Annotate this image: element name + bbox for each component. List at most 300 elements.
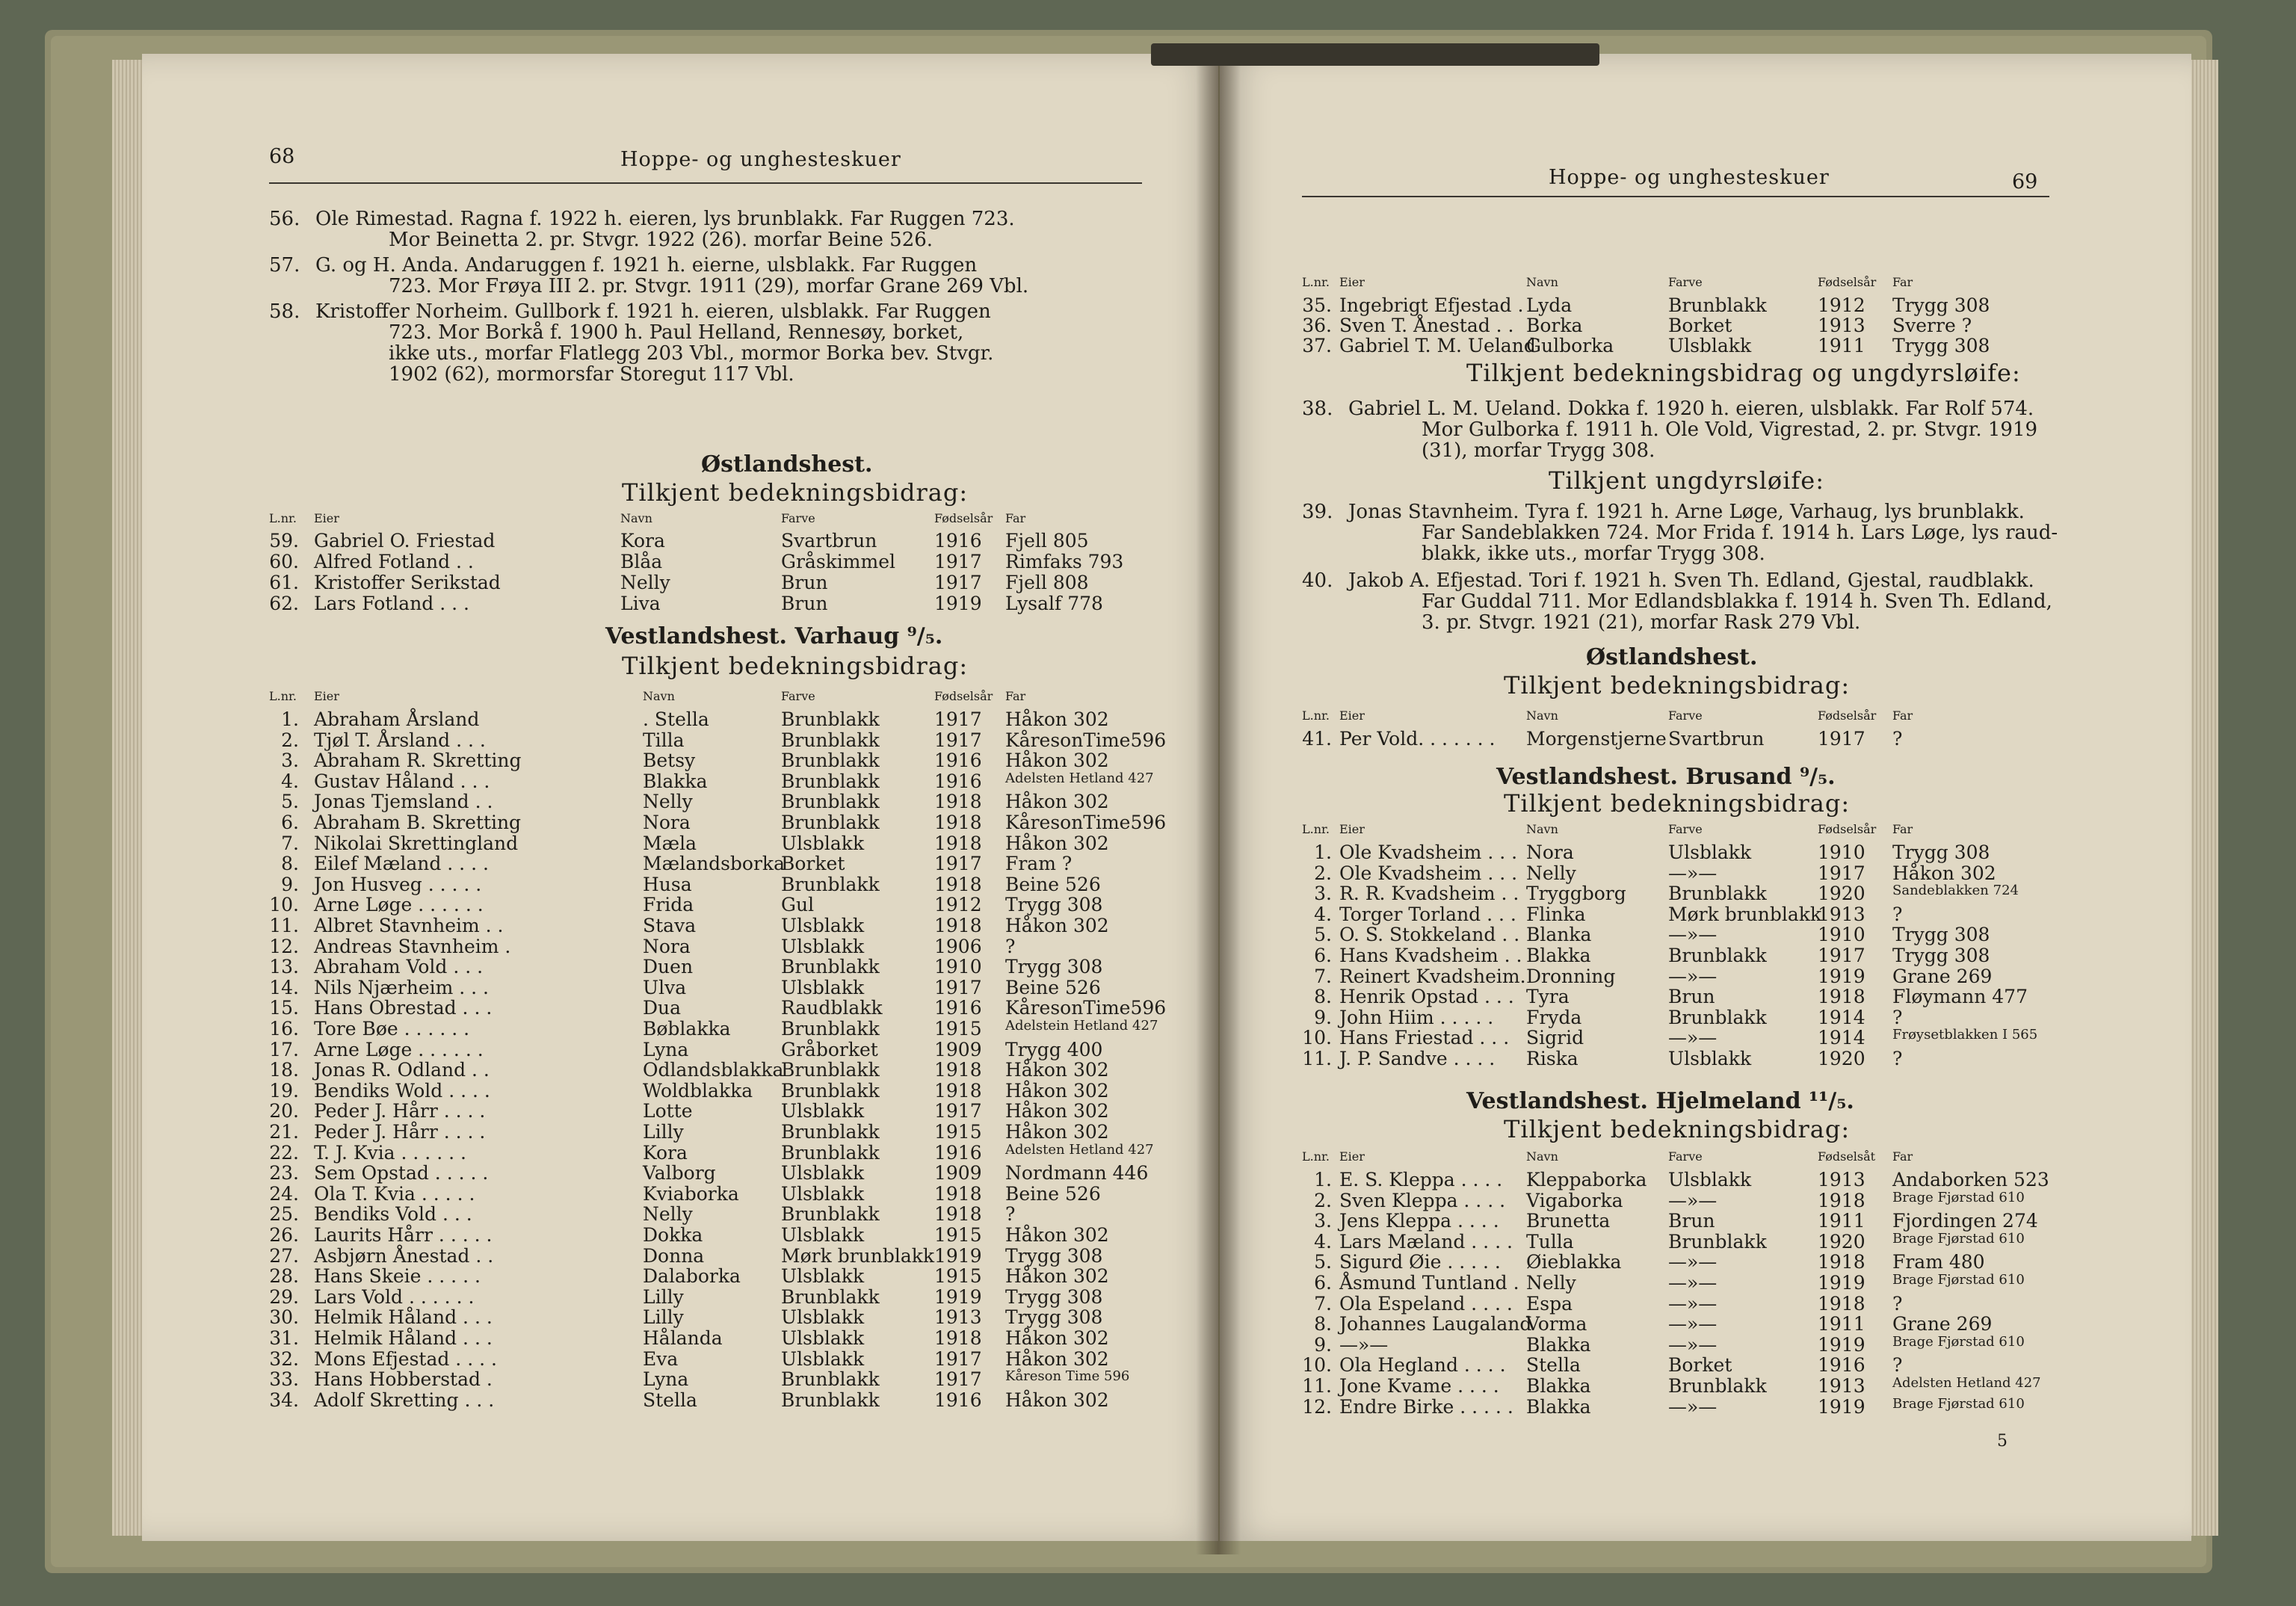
table-row [142,750,1218,770]
cell-far: Grane 269 [1892,965,1993,987]
table-row [1220,335,2191,356]
cell-aar: 1917 [1818,945,1866,966]
table-row [142,1162,1218,1183]
table-row [1220,1251,2191,1272]
cell-aar: 1916 [934,1389,982,1411]
cell-eier: Jone Kvame . . . . [1339,1375,1499,1397]
cell-eier: Endre Birke . . . . . [1339,1395,1513,1418]
cell-farve: Svartbrun [1668,728,1765,750]
entry-line: G. og H. Anda. Andaruggen f. 1921 h. eierne, ulsblakk. Far Ruggen [315,254,978,277]
cell-far: Brage Fjørstad 610 [1892,1189,2025,1205]
cell-eier: R. R. Kvadsheim . . [1339,883,1519,905]
cell-aar: 1916 [1818,1354,1866,1377]
cell-far: Brage Fjørstad 610 [1892,1333,2025,1350]
entry-line: 3. pr. Stvgr. 1921 (21), morfar Rask 279 Vbl. [1422,611,1861,634]
cell-aar: 1918 [934,1203,982,1226]
cell-n: 32. [269,1347,299,1370]
cell-far: Andaborken 523 [1892,1169,2049,1190]
table-row [142,770,1218,791]
page-edges-right [2190,60,2218,1536]
cell-aar: 1913 [1818,1169,1866,1190]
cell-aar: 1917 [934,976,982,998]
table-row [142,812,1218,833]
cell-aar: 1918 [1818,986,1866,1008]
cell-navn: Blakka [1526,1375,1591,1397]
entry-number: 40. [1302,569,1333,592]
cell-far: Håkon 302 [1005,708,1109,730]
entry-line: ikke uts., morfar Flatlegg 203 Vbl., mormor Borka bev. Stvgr. [389,342,994,365]
right-header-rule [1302,196,2049,197]
table-row [142,1368,1218,1389]
cell-navn: Stella [1526,1354,1581,1377]
cell-aar: 1917 [1818,728,1866,750]
cell-n: 10. [1302,1027,1332,1049]
cell-far: Brage Fjørstad 610 [1892,1230,2025,1247]
entry-line: 723. Mor Borkå f. 1900 h. Paul Helland, Rennesøy, borket, [389,321,964,344]
cell-aar: 1917 [934,853,982,875]
cell-farve: Brunblakk [781,791,880,813]
cell-n: 14. [269,976,299,998]
table-row [142,853,1218,874]
col-header-fodsel: Fødselsår [1818,275,1877,289]
cell-far: Grane 269 [1892,1313,1993,1335]
cell-eier: Jonas R. Odland . . [314,1059,490,1081]
cell-far: ? [1892,903,1903,925]
right-sec2-title: Vestlandshest. Brusand ⁹/₅. [1496,764,1836,790]
cell-far: Håkon 302 [1005,1079,1109,1102]
cell-far: Trygg 308 [1892,294,1990,316]
table-row [142,1224,1218,1245]
cell-eier: Sigurd Øie . . . . . [1339,1251,1501,1273]
cell-farve: —»— [1668,862,1718,884]
col-header-farve: Farve [781,511,815,525]
cell-aar: 1918 [1818,1292,1866,1315]
col-header-fodsel: Fødselsår [1818,708,1877,723]
cell-navn: Odlandsblakka [643,1059,784,1081]
col-header-eier: Eier [314,511,339,525]
cell-navn: Kleppaborka [1526,1169,1647,1190]
page-edges-left [112,60,144,1536]
cell-navn: Blakka [1526,1333,1591,1356]
cell-eier: Nikolai Skrettingland [314,832,519,854]
cell-aar: 1917 [934,572,982,593]
cell-far: Trygg 400 [1005,1038,1103,1060]
cell-aar: 1911 [1818,335,1866,356]
cell-navn: Vorma [1526,1313,1587,1335]
cell-n: 1. [281,708,299,730]
binding-tape [1151,43,1599,66]
table-row [142,1327,1218,1348]
cell-navn: Lyda [1526,294,1573,316]
cell-n: 36. [1302,315,1332,336]
table-row [1220,945,2191,966]
cell-navn: Lilly [643,1285,684,1308]
cell-n: 1. [1314,841,1332,863]
right-sec2-subtitle: Tilkjent bedekningsbidrag: [1504,789,1851,818]
cell-farve: Ulsblakk [781,1182,865,1205]
cell-far: Trygg 308 [1892,841,1990,863]
cell-eier: Arne Løge . . . . . . [314,1038,484,1060]
cell-n: 21. [269,1121,299,1143]
cell-far: Fram ? [1005,853,1073,875]
entry-line: Mor Beinetta 2. pr. Stvgr. 1922 (26). morfar Beine 526. [389,229,933,251]
cell-far: ? [1892,1006,1903,1028]
col-header-farve: Farve [781,689,815,703]
cell-eier: Laurits Hårr . . . . . [314,1224,493,1246]
table-row [142,874,1218,895]
table-row [1220,1272,2191,1293]
cell-far: Trygg 308 [1892,945,1990,966]
cell-eier: Abraham Vold . . . [314,956,484,978]
cell-aar: 1910 [934,956,982,978]
cell-eier: Lars Fotland . . . [314,593,469,614]
cell-far: Håkon 302 [1005,1389,1109,1411]
cell-navn: Lyna [643,1038,689,1060]
cell-farve: Brunblakk [1668,883,1767,905]
table-row [1220,841,2191,862]
cell-farve: —»— [1668,1292,1718,1315]
cell-aar: 1911 [1818,1313,1866,1335]
cell-far: Brage Fjørstad 610 [1892,1272,2025,1288]
cell-far: Trygg 308 [1005,956,1103,978]
table-row [1220,986,2191,1007]
cell-farve: Brunblakk [781,1079,880,1102]
cell-navn: Duen [643,956,694,978]
cell-far: KåresonTime596 [1005,729,1167,751]
cell-navn: Fryda [1526,1006,1582,1028]
cell-eier: Adolf Skretting . . . [314,1389,495,1411]
col-header-eier: Eier [1339,1149,1365,1164]
table-row [142,1348,1218,1369]
table-row [1220,883,2191,904]
cell-far: KåresonTime596 [1005,997,1167,1019]
cell-farve: Ulsblakk [781,935,865,957]
cell-far: KåresonTime596 [1005,812,1167,833]
cell-farve: Brunblakk [781,729,880,751]
cell-aar: 1919 [934,593,982,614]
col-header-eier: Eier [1339,822,1365,836]
cell-n: 6. [281,812,299,833]
table-row [142,1203,1218,1224]
cell-navn: Riska [1526,1048,1578,1069]
cell-far: Rimfaks 793 [1005,551,1124,572]
cell-far: ? [1005,935,1016,957]
cell-n: 31. [269,1327,299,1349]
cell-farve: Ulsblakk [1668,1169,1752,1190]
cell-farve: Ulsblakk [781,1265,865,1288]
col-header-fodsel: Fødselsår [934,689,993,703]
cell-n: 9. [281,873,299,895]
col-header-eier: Eier [1339,275,1365,289]
cell-aar: 1917 [934,729,982,751]
left-sec1-title: Østlandshest. [701,451,873,478]
cell-n: 2. [1314,1189,1332,1211]
cell-farve: Mørk brunblakk [1668,903,1822,925]
table-row [142,1265,1218,1286]
cell-n: 61. [269,572,299,593]
cell-aar: 1919 [934,1244,982,1267]
right-sec3-title: Vestlandshest. Hjelmeland ¹¹/₅. [1466,1088,1854,1114]
book-gutter [1196,45,1241,1554]
cell-n: 3. [281,750,299,772]
cell-farve: —»— [1668,1272,1718,1294]
cell-farve: Brun [781,593,828,614]
table-row [142,1059,1218,1080]
left-sec2-subtitle: Tilkjent bedekningsbidrag: [622,652,969,680]
cell-farve: Borket [781,853,845,875]
cell-navn: Bøblakka [643,1018,731,1040]
right-sub-a: Tilkjent bedekningsbidrag og ungdyrsløife: [1466,359,2021,387]
cell-eier: Ole Kvadsheim . . . [1339,841,1518,863]
cell-aar: 1918 [934,791,982,813]
cell-farve: Gråskimmel [781,551,896,572]
cell-navn: Dua [643,997,682,1019]
col-header-lnr: L.nr. [1302,275,1330,289]
cell-n: 62. [269,593,299,614]
cell-farve: —»— [1668,1395,1718,1418]
table-row [142,1389,1218,1410]
cell-farve: Brun [1668,1210,1715,1232]
cell-n: 4. [1314,1230,1332,1253]
col-header-eier: Eier [1339,708,1365,723]
cell-farve: —»— [1668,1027,1718,1049]
cell-navn: Valborg [643,1162,716,1185]
cell-n: 18. [269,1059,299,1081]
cell-farve: —»— [1668,1251,1718,1273]
cell-eier: Hans Friestad . . . [1339,1027,1510,1049]
cell-eier: Sven T. Ånestad . . [1339,315,1514,336]
cell-eier: Abraham B. Skretting [314,812,522,833]
cell-aar: 1916 [934,997,982,1019]
cell-navn: Espa [1526,1292,1573,1315]
col-header-far: Far [1005,689,1026,703]
cell-aar: 1913 [934,1306,982,1329]
cell-navn: Stella [643,1389,697,1411]
col-header-lnr: L.nr. [1302,708,1330,723]
cell-farve: —»— [1668,1313,1718,1335]
cell-eier: Andreas Stavnheim . [314,935,511,957]
cell-n: 2. [281,729,299,751]
cell-n: 59. [269,530,299,552]
cell-far: Sverre ? [1892,315,1972,336]
cell-aar: 1915 [934,1121,982,1143]
table-row [142,977,1218,998]
cell-aar: 1919 [934,1285,982,1308]
table-row [142,936,1218,957]
cell-navn: Kora [620,530,665,552]
cell-navn: Lilly [643,1306,684,1329]
table-row [142,894,1218,915]
cell-eier: Reinert Kvadsheim. [1339,965,1526,987]
cell-aar: 1920 [1818,1230,1866,1253]
cell-far: Fjell 808 [1005,572,1089,593]
cell-aar: 1912 [934,894,982,916]
left-header-rule [269,182,1142,184]
col-header-lnr: L.nr. [269,689,297,703]
cell-eier: John Hiim . . . . . [1339,1006,1494,1028]
cell-farve: Svartbrun [781,530,877,552]
cell-far: Lysalf 778 [1005,593,1103,614]
cell-aar: 1917 [934,1368,982,1391]
cell-eier: Sven Kleppa . . . . [1339,1189,1506,1211]
cell-far: Håkon 302 [1005,1265,1109,1288]
cell-n: 6. [1314,945,1332,966]
cell-navn: Dokka [643,1224,703,1246]
col-header-navn: Navn [1526,708,1558,723]
cell-farve: Ulsblakk [1668,335,1752,356]
table-row [1220,1313,2191,1334]
cell-aar: 1918 [934,1079,982,1102]
cell-navn: Tyra [1526,986,1570,1008]
col-header-far: Far [1892,275,1913,289]
cell-navn: Blakka [643,770,708,792]
cell-n: 11. [1302,1048,1332,1069]
table-row [142,593,1218,614]
cell-far: Håkon 302 [1005,832,1109,854]
entry-line: Kristoffer Norheim. Gullbork f. 1921 h. eieren, ulsblakk. Far Ruggen [315,300,991,323]
cell-eier: Abraham R. Skretting [314,750,522,772]
cell-n: 28. [269,1265,299,1288]
cell-farve: Raudblakk [781,997,883,1019]
cell-n: 9. [1314,1333,1332,1356]
entry-line: Mor Gulborka f. 1911 h. Ole Vold, Vigrestad, 2. pr. Stvgr. 1919 [1422,419,2038,441]
table-row [142,530,1218,551]
cell-far: Håkon 302 [1892,862,1996,884]
cell-n: 25. [269,1203,299,1226]
cell-farve: Brun [1668,986,1715,1008]
entry-number: 56. [269,208,300,230]
cell-navn: Tryggborg [1526,883,1626,905]
table-row [142,791,1218,812]
cell-eier: Henrik Opstad . . . [1339,986,1514,1008]
entry-line: 723. Mor Frøya III 2. pr. Stvgr. 1911 (29), morfar Grane 269 Vbl. [389,275,1029,297]
cell-aar: 1910 [1818,841,1866,863]
entry-number: 38. [1302,398,1333,420]
cell-n: 11. [1302,1375,1332,1397]
cell-n: 13. [269,956,299,978]
cell-eier: Ola T. Kvia . . . . . [314,1182,475,1205]
cell-aar: 1918 [934,1327,982,1349]
table-row [142,1018,1218,1039]
cell-far: Adelsten Hetland 427 [1892,1375,2041,1391]
cell-farve: Ulsblakk [781,1347,865,1370]
entry-line: Jakob A. Efjestad. Tori f. 1921 h. Sven Th. Edland, Gjestal, raudblakk. [1348,569,2034,592]
cell-aar: 1919 [1818,1272,1866,1294]
cell-aar: 1917 [934,551,982,572]
cell-n: 8. [1314,986,1332,1008]
cell-n: 1. [1314,1169,1332,1190]
cell-eier: Ola Espeland . . . . [1339,1292,1513,1315]
cell-navn: Nelly [643,1203,693,1226]
cell-aar: 1918 [934,832,982,854]
entry-line: (31), morfar Trygg 308. [1422,439,1655,462]
cell-navn: Liva [620,593,661,614]
table-row [142,729,1218,750]
cell-n: 10. [1302,1354,1332,1377]
cell-eier: Asbjørn Ånestad . . [314,1244,494,1267]
table-row [142,551,1218,572]
cell-navn: Nora [1526,841,1574,863]
cell-navn: Blakka [1526,1395,1591,1418]
cell-far: Kåreson Time 596 [1005,1368,1130,1385]
cell-n: 4. [281,770,299,792]
cell-navn: Mælandsborka [643,853,785,875]
right-sec1-subtitle: Tilkjent bedekningsbidrag: [1504,671,1851,699]
cell-eier: Helmik Håland . . . [314,1327,493,1349]
cell-navn: Brunetta [1526,1210,1611,1232]
cell-aar: 1918 [934,873,982,895]
cell-navn: Kora [643,1141,688,1164]
cell-far: Beine 526 [1005,873,1101,895]
cell-farve: Ulsblakk [781,832,865,854]
col-header-eier: Eier [314,689,339,703]
cell-eier: Bendiks Vold . . . [314,1203,472,1226]
cell-navn: Frida [643,894,694,916]
cell-navn: Lotte [643,1100,693,1122]
cell-far: Beine 526 [1005,976,1101,998]
cell-aar: 1911 [1818,1210,1866,1232]
cell-farve: Brunblakk [781,812,880,833]
cell-eier: Ingebrigt Efjestad . [1339,294,1524,316]
table-row [1220,904,2191,924]
cell-far: Trygg 308 [1005,1244,1103,1267]
cell-navn: Flinka [1526,903,1586,925]
cell-eier: Torger Torland . . . [1339,903,1516,925]
cell-far: ? [1892,1292,1903,1315]
cell-aar: 1916 [934,750,982,772]
cell-farve: Brunblakk [1668,1006,1767,1028]
cell-farve: Brunblakk [1668,294,1767,316]
cell-n: 34. [269,1389,299,1411]
cell-navn: Blåa [620,551,663,572]
cell-navn: . Stella [643,708,709,730]
cell-aar: 1915 [934,1018,982,1040]
table-row [1220,1190,2191,1211]
cell-farve: —»— [1668,1189,1718,1211]
cell-far: Håkon 302 [1005,1121,1109,1143]
cell-farve: —»— [1668,1333,1718,1356]
cell-navn: Ulva [643,976,687,998]
cell-navn: Morgenstjerne [1526,728,1667,750]
cell-farve: Brunblakk [781,1285,880,1308]
cell-eier: Gabriel T. M. Ueland [1339,335,1536,356]
cell-farve: Brunblakk [781,750,880,772]
cell-n: 7. [1314,1292,1332,1315]
cell-n: 17. [269,1038,299,1060]
cell-eier: Tjøl T. Årsland . . . [314,729,486,751]
cell-far: Håkon 302 [1005,1100,1109,1122]
col-header-far: Far [1892,822,1913,836]
cell-far: Håkon 302 [1005,1059,1109,1081]
cell-navn: Blakka [1526,945,1591,966]
cell-navn: Nora [643,812,691,833]
right-sec1-title: Østlandshest. [1586,644,1758,670]
cell-farve: Brunblakk [1668,945,1767,966]
cell-aar: 1918 [934,812,982,833]
cell-eier: E. S. Kleppa . . . . [1339,1169,1503,1190]
cell-navn: Nelly [620,572,670,593]
table-row [142,708,1218,729]
col-header-far: Far [1005,511,1026,525]
cell-n: 16. [269,1018,299,1040]
cell-far: Trygg 308 [1005,1285,1103,1308]
cell-navn: Gulborka [1526,335,1614,356]
cell-navn: Nelly [643,791,693,813]
cell-n: 5. [1314,1251,1332,1273]
cell-eier: Lars Mæland . . . . [1339,1230,1513,1253]
cell-far: Fram 480 [1892,1251,1985,1273]
col-header-navn: Navn [643,689,675,703]
